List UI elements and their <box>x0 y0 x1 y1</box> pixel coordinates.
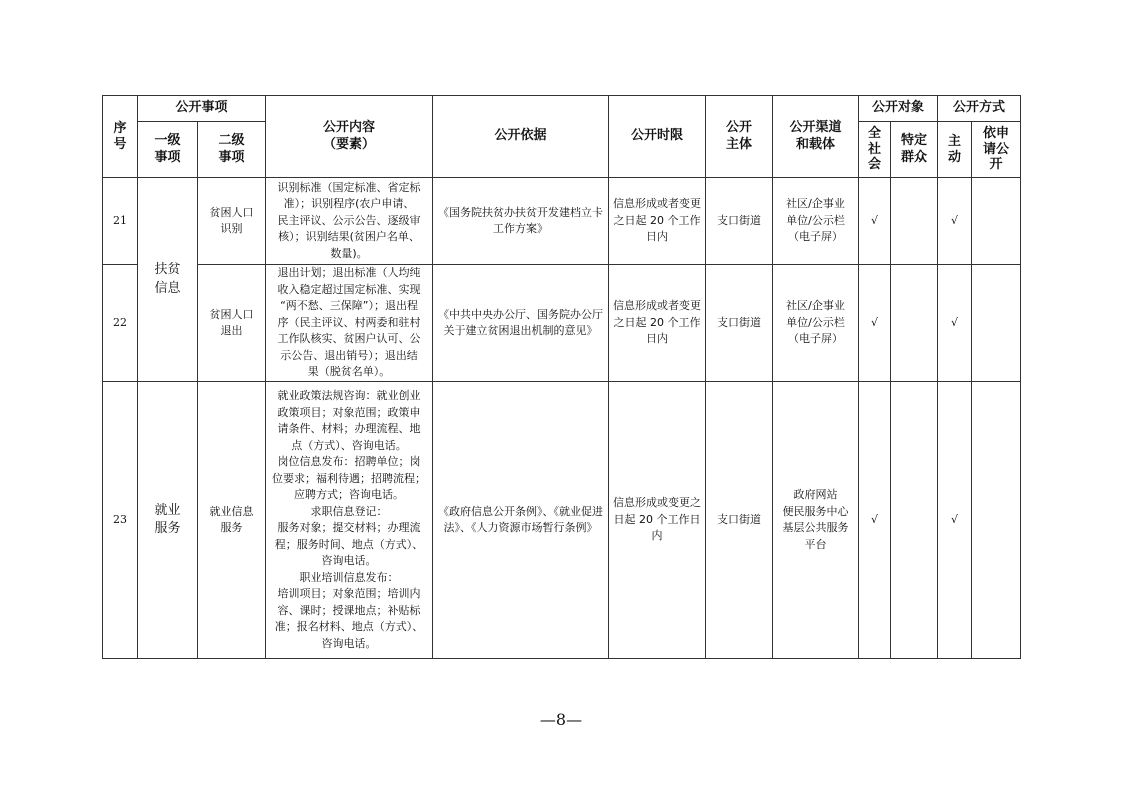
content-line: 求职信息登记： <box>310 504 388 518</box>
row-number: 22 <box>103 265 138 382</box>
basis-cell: 《中共中央办公厅、国务院办公厅关于建立贫困退出机制的意见》 <box>433 265 609 382</box>
target-specific-check <box>891 178 938 265</box>
content-line: 咨询电话。 <box>321 554 377 567</box>
row-number: 21 <box>103 178 138 265</box>
content-line: 退出计划；退出标准（人均纯 <box>277 266 421 280</box>
table-row <box>103 382 1021 659</box>
target-specific-check <box>891 265 938 382</box>
content-line: 请条件、材料；办理流程、地 <box>277 422 421 435</box>
content-line: 点（方式）、咨询电话。 <box>291 438 407 452</box>
content-cell <box>266 265 433 382</box>
page-number: —8— <box>539 710 583 729</box>
content-line: 程；服务时间、地点（方式）、 <box>274 537 424 551</box>
content-line: 培训项目；对象范围；培训内 <box>277 587 421 600</box>
header-time-limit: 公开时限 <box>609 96 706 178</box>
content-line: 示公告、退出销号）；退出结 <box>280 348 418 362</box>
header-method-active: 主 动 <box>938 122 972 178</box>
table-row <box>103 178 1021 265</box>
content-line: 核）；识别结果(贫困户名单、 <box>278 230 420 244</box>
header-method-request: 依申 请公 开 <box>972 122 1021 178</box>
header-target-specific: 特定 群众 <box>891 122 938 178</box>
content-line: 职业培训信息发布： <box>299 570 399 584</box>
level1-cell: 扶贫 信息 <box>138 178 198 382</box>
disclosure-table <box>102 95 1021 659</box>
content-line: 果（脱贫名单）。 <box>307 365 391 379</box>
header-target-group: 公开对象 <box>859 96 938 122</box>
target-all-check: √ <box>859 382 891 659</box>
header-subject: 公开 主体 <box>706 96 773 178</box>
content-line: 准）；识别程序(农户申请、 <box>283 197 415 211</box>
content-line: 服务对象；提交材料；办理流 <box>277 521 421 534</box>
header-method-group: 公开方式 <box>938 96 1021 122</box>
channel-cell: 社区/企事业 单位/公示栏 （电子屏） <box>773 178 859 265</box>
basis-cell: 《政府信息公开条例》、《就业促进法》、《人力资源市场暂行条例》 <box>433 382 609 659</box>
content-line: 政策项目；对象范围；政策申 <box>277 405 421 419</box>
header-content: 公开内容 （要素） <box>266 96 433 178</box>
method-active-check: √ <box>938 178 972 265</box>
content-line: 准；报名材料、地点（方式）、 <box>274 620 424 633</box>
row-number: 23 <box>103 382 138 659</box>
channel-cell: 社区/企事业 单位/公示栏 （电子屏） <box>773 265 859 382</box>
level2-cell: 贫困人口 识别 <box>198 178 266 265</box>
target-specific-check <box>891 382 938 659</box>
method-active-check: √ <box>938 382 972 659</box>
header-seq: 序 号 <box>103 96 138 178</box>
content-cell <box>266 382 433 659</box>
header-basis: 公开依据 <box>433 96 609 178</box>
channel-cell: 政府网站 便民服务中心 基层公共服务 平台 <box>773 382 859 659</box>
content-line: “两不愁、三保障”）；退出程 <box>280 299 418 313</box>
content-line: 咨询电话。 <box>321 636 377 650</box>
header-level2: 二级 事项 <box>198 122 266 178</box>
content-line: 识别标准（国定标准、省定标 <box>277 180 421 194</box>
content-line: 应聘方式；咨询电话。 <box>294 488 405 501</box>
table-row <box>103 265 1021 382</box>
header-target-all: 全 社 会 <box>859 122 891 178</box>
content-line: 数量)。 <box>330 246 368 260</box>
content-line: 工作队核实、贫困户认可、公 <box>277 332 421 346</box>
basis-cell: 《国务院扶贫办扶贫开发建档立卡工作方案》 <box>433 178 609 265</box>
method-request-check <box>972 382 1021 659</box>
header-level1: 一级 事项 <box>138 122 198 178</box>
header-items-group: 公开事项 <box>138 96 266 122</box>
time-limit-cell: 信息形成或变更之日起 20 个工作日内 <box>609 382 706 659</box>
content-line: 收入稳定超过国定标准、实现 <box>277 282 421 296</box>
content-line: 容、课时；授课地点；补贴标 <box>277 603 421 617</box>
method-request-check <box>972 178 1021 265</box>
level1-cell: 就业 服务 <box>138 382 198 659</box>
subject-cell: 支口街道 <box>706 382 773 659</box>
content-line: 民主评议、公示公告、逐级审 <box>277 213 421 227</box>
content-line: 岗位信息发布：招聘单位；岗 <box>277 455 421 468</box>
content-cell <box>266 178 433 265</box>
header-row-1 <box>103 96 1021 122</box>
header-channel: 公开渠道 和载体 <box>773 96 859 178</box>
target-all-check: √ <box>859 178 891 265</box>
content-line: 位要求；福利待遇；招聘流程； <box>272 471 427 485</box>
subject-cell: 支口街道 <box>706 178 773 265</box>
level2-cell: 就业信息 服务 <box>198 382 266 659</box>
level2-cell: 贫困人口 退出 <box>198 265 266 382</box>
target-all-check: √ <box>859 265 891 382</box>
content-line: 序（民主评议、村两委和驻村 <box>277 315 421 329</box>
time-limit-cell: 信息形成或者变更之日起 20 个工作日内 <box>609 265 706 382</box>
time-limit-cell: 信息形成或者变更之日起 20 个工作日内 <box>609 178 706 265</box>
method-request-check <box>972 265 1021 382</box>
subject-cell: 支口街道 <box>706 265 773 382</box>
content-line: 就业政策法规咨询：就业创业 <box>277 389 421 402</box>
method-active-check: √ <box>938 265 972 382</box>
